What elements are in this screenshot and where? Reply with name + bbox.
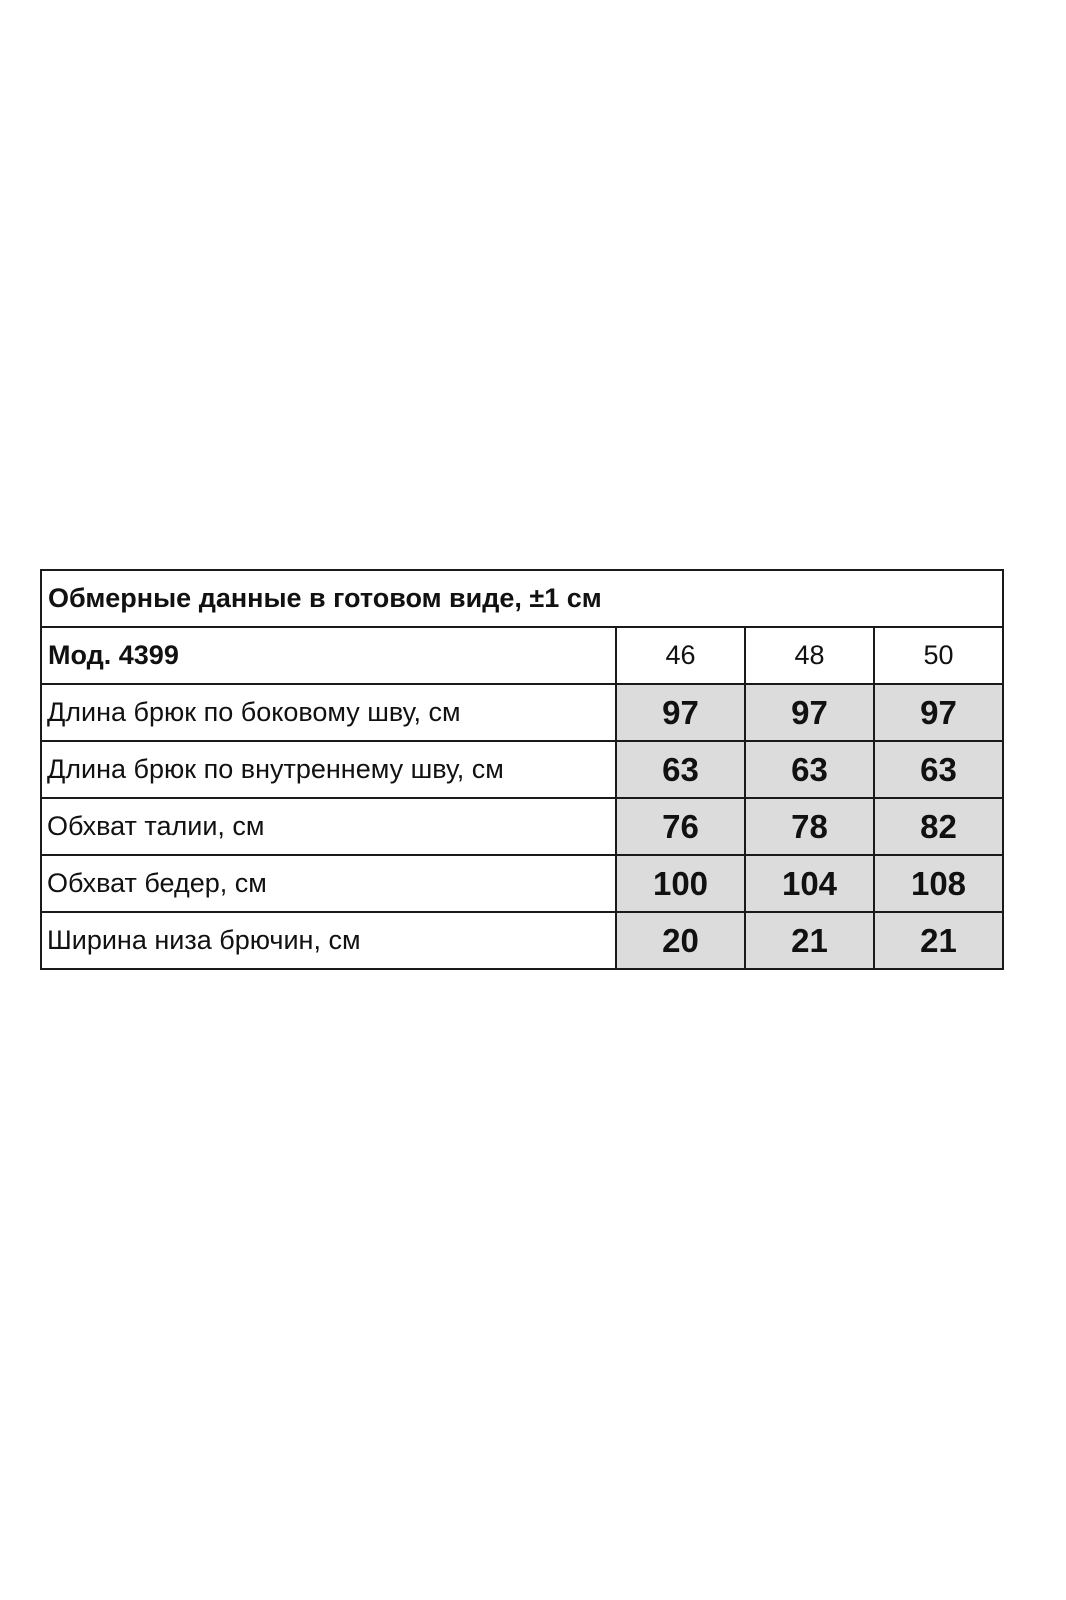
table-row bbox=[41, 912, 1003, 969]
row-label: Обхват бедер, см bbox=[41, 855, 616, 912]
row-label: Длина брюк по боковому шву, см bbox=[41, 684, 616, 741]
value-cell: 63 bbox=[745, 741, 874, 798]
table-row bbox=[41, 855, 1003, 912]
table-title-row bbox=[41, 570, 1003, 627]
table-row bbox=[41, 798, 1003, 855]
value-cell: 97 bbox=[874, 684, 1003, 741]
value-cell: 108 bbox=[874, 855, 1003, 912]
value-cell: 21 bbox=[745, 912, 874, 969]
value-cell: 104 bbox=[745, 855, 874, 912]
size-header-50: 50 bbox=[874, 627, 1003, 684]
table-row bbox=[41, 684, 1003, 741]
row-label: Обхват талии, см bbox=[41, 798, 616, 855]
value-cell: 76 bbox=[616, 798, 745, 855]
value-cell: 100 bbox=[616, 855, 745, 912]
value-cell: 63 bbox=[616, 741, 745, 798]
table-header-row bbox=[41, 627, 1003, 684]
measurements-table bbox=[40, 569, 1004, 970]
table-title: Обмерные данные в готовом виде, ±1 см bbox=[41, 570, 1003, 627]
model-label: Мод. 4399 bbox=[41, 627, 616, 684]
value-cell: 82 bbox=[874, 798, 1003, 855]
value-cell: 97 bbox=[745, 684, 874, 741]
row-label: Длина брюк по внутреннему шву, см bbox=[41, 741, 616, 798]
size-header-46: 46 bbox=[616, 627, 745, 684]
row-label: Ширина низа брючин, см bbox=[41, 912, 616, 969]
value-cell: 63 bbox=[874, 741, 1003, 798]
table-row bbox=[41, 741, 1003, 798]
value-cell: 21 bbox=[874, 912, 1003, 969]
value-cell: 78 bbox=[745, 798, 874, 855]
value-cell: 20 bbox=[616, 912, 745, 969]
value-cell: 97 bbox=[616, 684, 745, 741]
size-header-48: 48 bbox=[745, 627, 874, 684]
